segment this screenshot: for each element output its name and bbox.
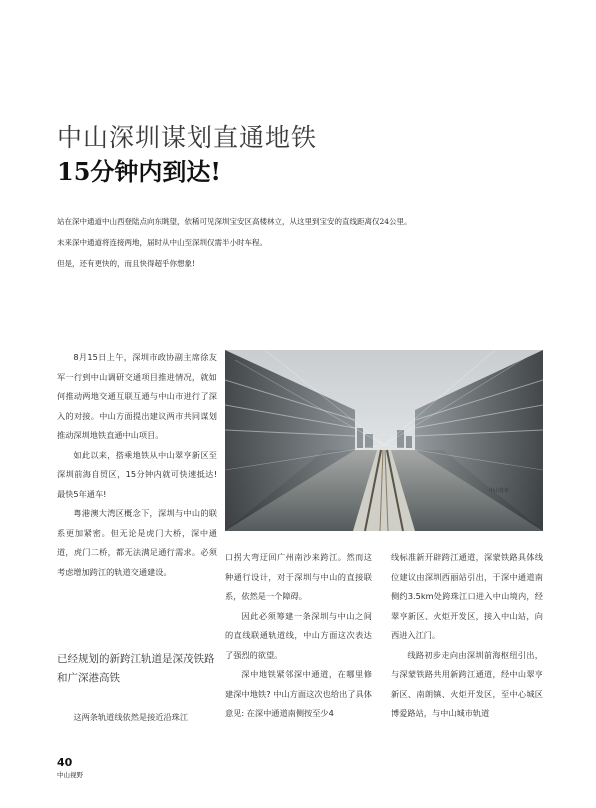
column-1-body <box>57 348 217 582</box>
photo-watermark: 中山发布 <box>489 488 510 494</box>
column-2-paragraph: 因此必须筹建一条深圳与中山之间的直线联通轨道线，中山方面这次表达了强烈的欲望。 <box>225 610 372 660</box>
magazine-name: 中山视野 <box>57 771 83 779</box>
intro-line-3: 但是，还有更快的，而且快得超乎你想象! <box>57 259 196 268</box>
page-number: 40 <box>57 756 73 769</box>
column-1-paragraph: 8月15日上午，深圳市政协副主席徐友军一行到中山调研交通项目推进情况，就如何推动两地交通互联互通与中山市进行了深入的对接。中山方面提出建议两市共同谋划推动深圳地铁直通中山项目。 <box>57 352 217 440</box>
page-title-line1: 中山深圳谋划直通地铁 <box>57 123 318 152</box>
column-3-paragraph: 线路初步走向由深圳前海枢纽引出，与深蒙铁路共用新跨江通道，经中山翠亨新区、南朗镇、火炬开发区，至中心城区博爱路站，与中山城市轨道 <box>391 649 543 718</box>
intro-line-2: 未来深中通道将连接两地，届时从中山至深圳仅需半小时车程。 <box>57 238 267 247</box>
column-1-paragraph: 如此以来，搭乘地铁从中山翠亨新区至深圳前海自贸区，15分钟内就可快速抵达! 最快5年通车! <box>57 449 217 499</box>
column-1-paragraph: 粤港澳大湾区概念下，深圳与中山的联系更加紧密。但无论是虎门大桥，深中通道，虎门二桥，都无法满足通行需求。必须考虑增加跨江的轨道交通建设。 <box>57 508 217 577</box>
column-2-body <box>225 548 372 724</box>
section-heading: 已经规划的新跨江轨道是深茂铁路和广深港高铁 <box>57 653 215 684</box>
column-1-after-heading <box>57 708 217 728</box>
train-track-photo <box>225 350 543 531</box>
train-track-photo-svg <box>225 350 543 531</box>
column-3-body <box>391 548 543 724</box>
column-2-paragraph: 深中地铁紧邻深中通道，在哪里修建深中地铁? 中山方面这次也给出了具体意见: 在深中通道南侧按至少4 <box>225 669 372 718</box>
column-3-paragraph: 线标准新开辟跨江通道，深蒙铁路具体线位建议由深圳西丽站引出，于深中通道南侧约3.5km处跨珠江口进入中山境内，经翠亨新区、火炬开发区，接入中山站，向西进入江门。 <box>391 552 543 640</box>
intro-line-1: 站在深中通道中山西登陆点向东眺望，依稀可见深圳宝安区高楼林立，从这里到宝安的直线距离仅24公里。 <box>57 217 412 226</box>
column-1-paragraph: 这两条轨道线依然是接近沿珠江 <box>73 712 189 722</box>
page-title-line2: 15分钟内到达! <box>57 157 221 186</box>
column-2-paragraph: 口拐大弯迂回广州南沙来跨江。然而这种通行设计，对于深圳与中山的直接联系，依然是一个障碍。 <box>225 552 372 601</box>
